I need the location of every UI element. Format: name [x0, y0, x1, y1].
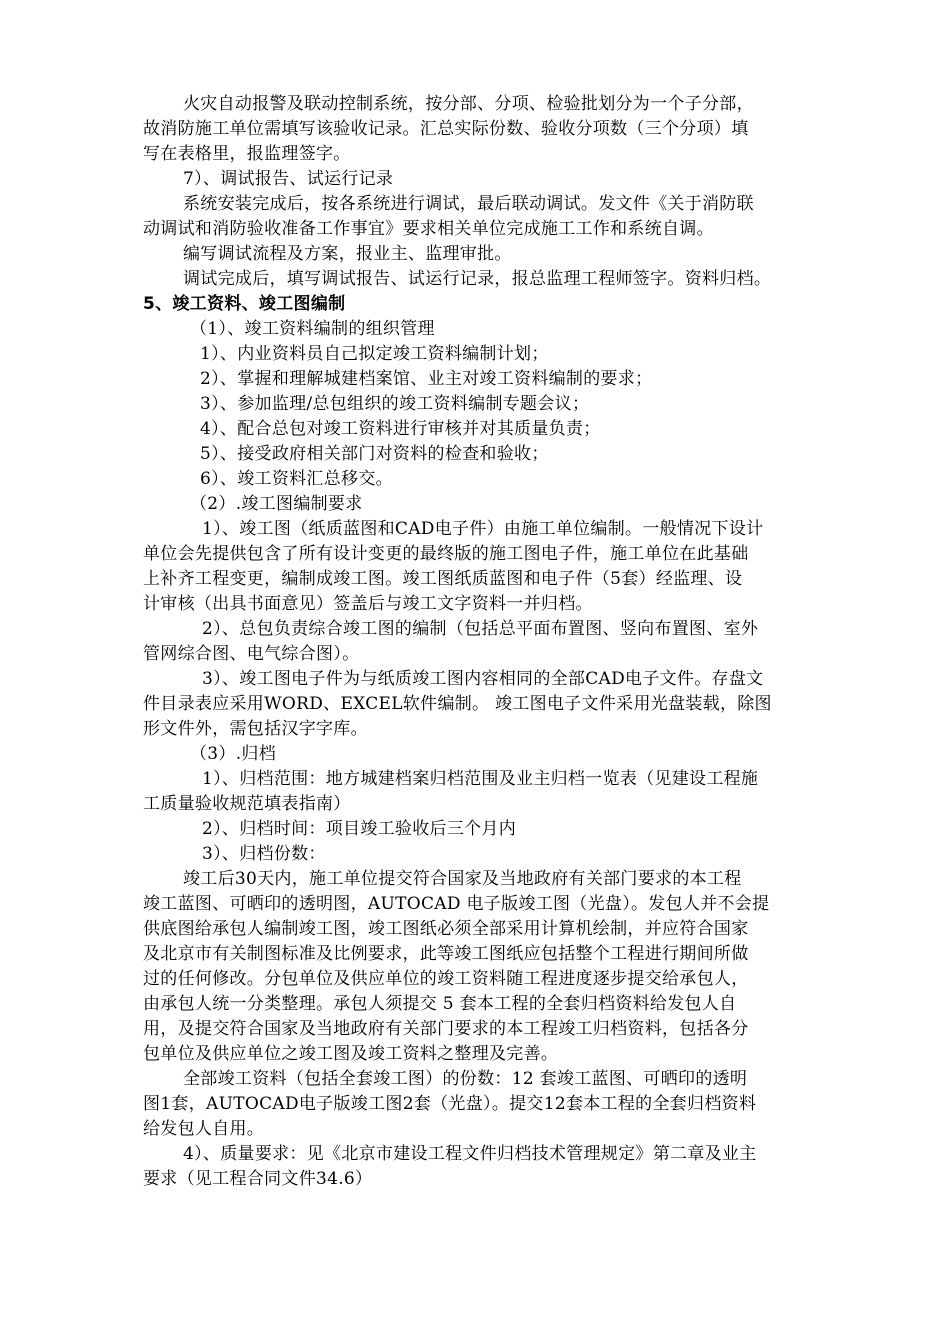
- text-line: 1）、竣工图（纸质蓝图和CAD电子件）由施工单位编制。一般情况下设计: [202, 519, 764, 539]
- text-line: 件目录表应采用WORD、EXCEL软件编制。 竣工图电子文件采用光盘装载，除图: [143, 694, 772, 714]
- text-line: 给发包人自用。: [143, 1119, 265, 1139]
- text-line: 包单位及供应单位之竣工图及竣工资料之整理及完善。: [143, 1044, 559, 1064]
- text-line: 1）、归档范围：地方城建档案归档范围及业主归档一览表（见建设工程施: [202, 769, 759, 789]
- text-line: 用，及提交符合国家及当地政府有关部门要求的本工程竣工归档资料，包括各分: [143, 1019, 749, 1039]
- text-line: 工质量验收规范填表指南）: [143, 794, 351, 814]
- text-line: 上补齐工程变更，编制成竣工图。竣工图纸质蓝图和电子件（5套）经监理、设: [143, 569, 743, 589]
- text-line: 及北京市有关制图标准及比例要求，此等竣工图纸应包括整个工程进行期间所做: [143, 944, 749, 964]
- text-line: （2）.竣工图编制要求: [190, 494, 363, 514]
- section-heading: 5、竣工资料、竣工图编制: [143, 294, 346, 314]
- text-line: 6）、竣工资料汇总移交。: [200, 469, 393, 489]
- text-line: 管网综合图、电气综合图）。: [143, 644, 360, 664]
- text-line: 3）、竣工图电子件为与纸质竣工图内容相同的全部CAD电子文件。存盘文: [202, 669, 764, 689]
- text-line: 竣工后30天内，施工单位提交符合国家及当地政府有关部门要求的本工程: [183, 869, 742, 889]
- text-line: 4）、配合总包对竣工资料进行审核并对其质量负责；: [200, 419, 601, 439]
- text-line: 2）、归档时间：项目竣工验收后三个月内: [202, 819, 517, 839]
- text-line: 2）、总包负责综合竣工图的编制（包括总平面布置图、竖向布置图、室外: [202, 619, 759, 639]
- document-page: [0, 92, 950, 1192]
- text-line: 3）、参加监理/总包组织的竣工资料编制专题会议；: [200, 394, 590, 414]
- text-line: 故消防施工单位需填写该验收记录。汇总实际份数、验收分项数（三个分项）填: [143, 119, 749, 139]
- text-line: 火灾自动报警及联动控制系统，按分部、分项、检验批划分为一个子分部，: [183, 94, 754, 114]
- text-line: 计审核（出具书面意见）签盖后与竣工文字资料一并归档。: [143, 594, 593, 614]
- text-line: 4）、质量要求：见《北京市建设工程文件归档技术管理规定》第二章及业主: [183, 1144, 757, 1164]
- text-line: 要求（见工程合同文件34.6）: [143, 1169, 373, 1189]
- text-line: 动调试和消防验收准备工作事宜》要求相关单位完成施工工作和系统自调。: [143, 219, 714, 239]
- text-line: 2）、掌握和理解城建档案馆、业主对竣工资料编制的要求；: [200, 369, 653, 389]
- text-line: 单位会先提供包含了所有设计变更的最终版的施工图电子件，施工单位在此基础: [143, 544, 749, 564]
- text-line: 过的任何修改。分包单位及供应单位的竣工资料随工程进度逐步提交给承包人，: [143, 969, 749, 989]
- text-line: 7）、调试报告、试运行记录: [183, 169, 394, 189]
- text-line: 全部竣工资料（包括全套竣工图）的份数：12 套竣工蓝图、可晒印的透明: [183, 1069, 748, 1089]
- text-line: （3）.归档: [190, 744, 277, 764]
- text-line: 竣工蓝图、可晒印的透明图，AUTOCAD 电子版竣工图（光盘）。发包人并不会提: [143, 894, 770, 914]
- text-line: 形文件外，需包括汉字字库。: [143, 719, 368, 739]
- text-line: 写在表格里，报监理签字。: [143, 144, 351, 164]
- text-line: 系统安装完成后，按各系统进行调试，最后联动调试。发文件《关于消防联: [183, 194, 754, 214]
- text-line: 1）、内业资料员自己拟定竣工资料编制计划；: [200, 344, 549, 364]
- text-line: 供底图给承包人编制竣工图，竣工图纸必须全部采用计算机绘制，并应符合国家: [143, 919, 749, 939]
- text-line: 由承包人统一分类整理。承包人须提交 5 套本工程的全套归档资料给发包人自: [143, 994, 737, 1014]
- text-line: 编写调试流程及方案，报业主、监理审批。: [183, 244, 512, 264]
- text-line: 图1套，AUTOCAD电子版竣工图2套（光盘）。提交12套本工程的全套归档资料: [143, 1094, 757, 1114]
- text-line: （1）、竣工资料编制的组织管理: [190, 319, 435, 339]
- text-line: 5）、接受政府相关部门对资料的检查和验收；: [200, 444, 549, 464]
- text-line: 调试完成后，填写调试报告、试运行记录，报总监理工程师签字。资料归档。: [183, 269, 772, 289]
- text-line: 3）、归档份数：: [202, 844, 326, 864]
